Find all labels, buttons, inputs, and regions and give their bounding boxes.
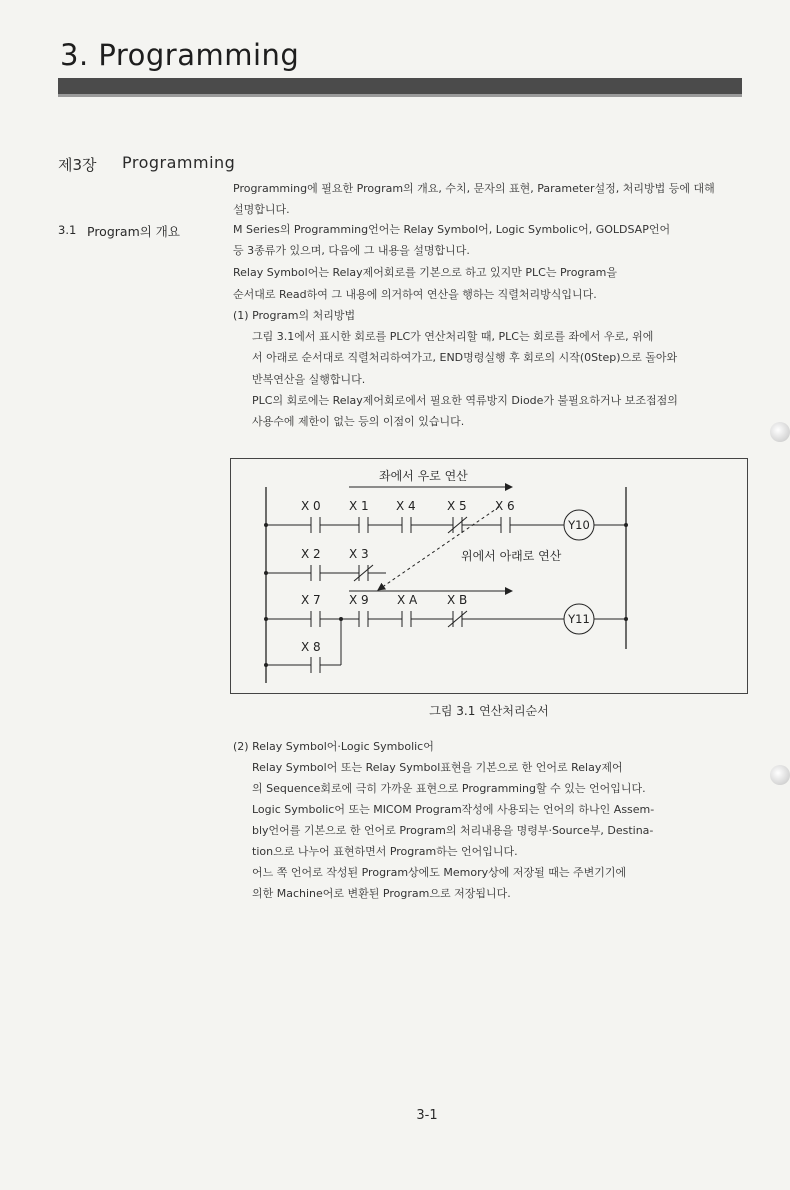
sub1-para1-line-2: 서 아래로 순서대로 직렬처리하여가고, END명령실행 후 회로의 시작(0Step)으로 돌아와 bbox=[252, 351, 678, 364]
figure-caption: 그림 3.1 연산처리순서 bbox=[429, 704, 549, 718]
contact-label-x5: X 5 bbox=[447, 499, 467, 513]
contact-x4 bbox=[402, 517, 411, 533]
chapter-number: 제3장 bbox=[58, 156, 97, 174]
header-rule bbox=[58, 78, 742, 94]
binder-hole-bottom bbox=[770, 765, 790, 785]
contact-label-x8: X 8 bbox=[301, 640, 321, 654]
contact-label-x6: X 6 bbox=[495, 499, 515, 513]
contact-x7 bbox=[311, 611, 320, 627]
sub2-para3-line-2: 의한 Machine어로 변환된 Program으로 저장됩니다. bbox=[252, 887, 511, 900]
coil-label-y10: Y10 bbox=[568, 518, 590, 532]
sub1-para2-line-1: PLC의 회로에는 Relay제어회로에서 필요한 역류방지 Diode가 불필요하거나 보조접점의 bbox=[252, 394, 678, 407]
rung-2 bbox=[264, 547, 386, 581]
page-number: 3-1 bbox=[416, 1108, 438, 1123]
contact-label-x1: X 1 bbox=[349, 499, 369, 513]
contact-x9 bbox=[359, 611, 368, 627]
contact-xa bbox=[402, 611, 411, 627]
sub2-para1-line-2: 의 Sequence회로에 극히 가까운 표현으로 Programming할 수 있는 언어입니다. bbox=[252, 782, 646, 795]
contact-x2 bbox=[311, 565, 320, 581]
sub1-heading: (1) Program의 처리방법 bbox=[233, 309, 356, 322]
para2-line-1: Relay Symbol어는 Relay제어회로를 기본으로 하고 있지만 PLC는 Program을 bbox=[233, 266, 618, 279]
sub2-para2-line-2: bly언어를 기본으로 한 언어로 Program의 처리내용을 명령부·Source부, Destina- bbox=[252, 824, 654, 837]
contact-label-xb: X B bbox=[447, 593, 468, 607]
para2-line-2: 순서대로 Read하여 그 내용에 의거하여 연산을 행하는 직렬처리방식입니다. bbox=[233, 288, 597, 301]
contact-x1 bbox=[359, 517, 368, 533]
figure-3-1 bbox=[230, 458, 748, 694]
sub1-para1-line-3: 반복연산을 실행합니다. bbox=[252, 373, 366, 386]
sub1-para1-line-1: 그림 3.1에서 표시한 회로를 PLC가 연산처리할 때, PLC는 회로를 좌에서 우로, 위에 bbox=[252, 330, 654, 343]
contact-label-x2: X 2 bbox=[301, 547, 321, 561]
para1-line-1: M Series의 Programming언어는 Relay Symbol어, Logic Symbolic어, GOLDSAP언어 bbox=[233, 223, 671, 236]
sub2-para2-line-1: Logic Symbolic어 또는 MICOM Program작성에 사용되는 언어의 하나인 Assem- bbox=[252, 803, 655, 816]
contact-label-x0: X 0 bbox=[301, 499, 321, 513]
contact-label-x4: X 4 bbox=[396, 499, 416, 513]
header-rule-shadow bbox=[58, 94, 742, 97]
contact-label-xa: X A bbox=[397, 593, 418, 607]
label-top-to-bottom: 위에서 아래로 연산 bbox=[461, 549, 562, 563]
para1-line-2: 등 3종류가 있으며, 다음에 그 내용을 설명합니다. bbox=[233, 244, 470, 257]
contact-label-x3: X 3 bbox=[349, 547, 369, 561]
contact-x0 bbox=[311, 517, 320, 533]
intro-line-1: Programming에 필요한 Program의 개요, 수치, 문자의 표현, Parameter설정, 처리방법 등에 대해 bbox=[233, 182, 715, 195]
rung-1 bbox=[264, 499, 628, 540]
sub2-para3-line-1: 어느 쪽 언어로 작성된 Program상에도 Memory상에 저장될 때는 주변기기에 bbox=[252, 866, 627, 879]
section-number: 3.1 bbox=[58, 223, 77, 237]
contact-x8 bbox=[311, 657, 320, 673]
sub2-para2-line-3: tion으로 나누어 표현하면서 Program하는 언어입니다. bbox=[252, 845, 518, 858]
coil-label-y11: Y11 bbox=[568, 612, 590, 626]
rung-3 bbox=[264, 593, 628, 634]
sub2-para1-line-1: Relay Symbol어 또는 Relay Symbol표현을 기본으로 한 언어로 Relay제어 bbox=[252, 761, 623, 774]
binder-hole-top bbox=[770, 422, 790, 442]
ladder-diagram bbox=[231, 459, 746, 692]
section-title: Program의 개요 bbox=[87, 224, 180, 239]
contact-x6 bbox=[501, 517, 510, 533]
sub2-heading: (2) Relay Symbol어·Logic Symbolic어 bbox=[233, 740, 434, 753]
sub1-para2-line-2: 사용수에 제한이 없는 등의 이점이 있습니다. bbox=[252, 415, 465, 428]
rung-4-branch bbox=[264, 619, 341, 673]
label-left-to-right: 좌에서 우로 연산 bbox=[379, 469, 468, 483]
intro-line-2: 설명합니다. bbox=[233, 203, 290, 216]
page-title: 3. Programming bbox=[60, 38, 300, 72]
contact-label-x7: X 7 bbox=[301, 593, 321, 607]
contact-label-x9: X 9 bbox=[349, 593, 369, 607]
chapter-title: Programming bbox=[122, 153, 236, 172]
